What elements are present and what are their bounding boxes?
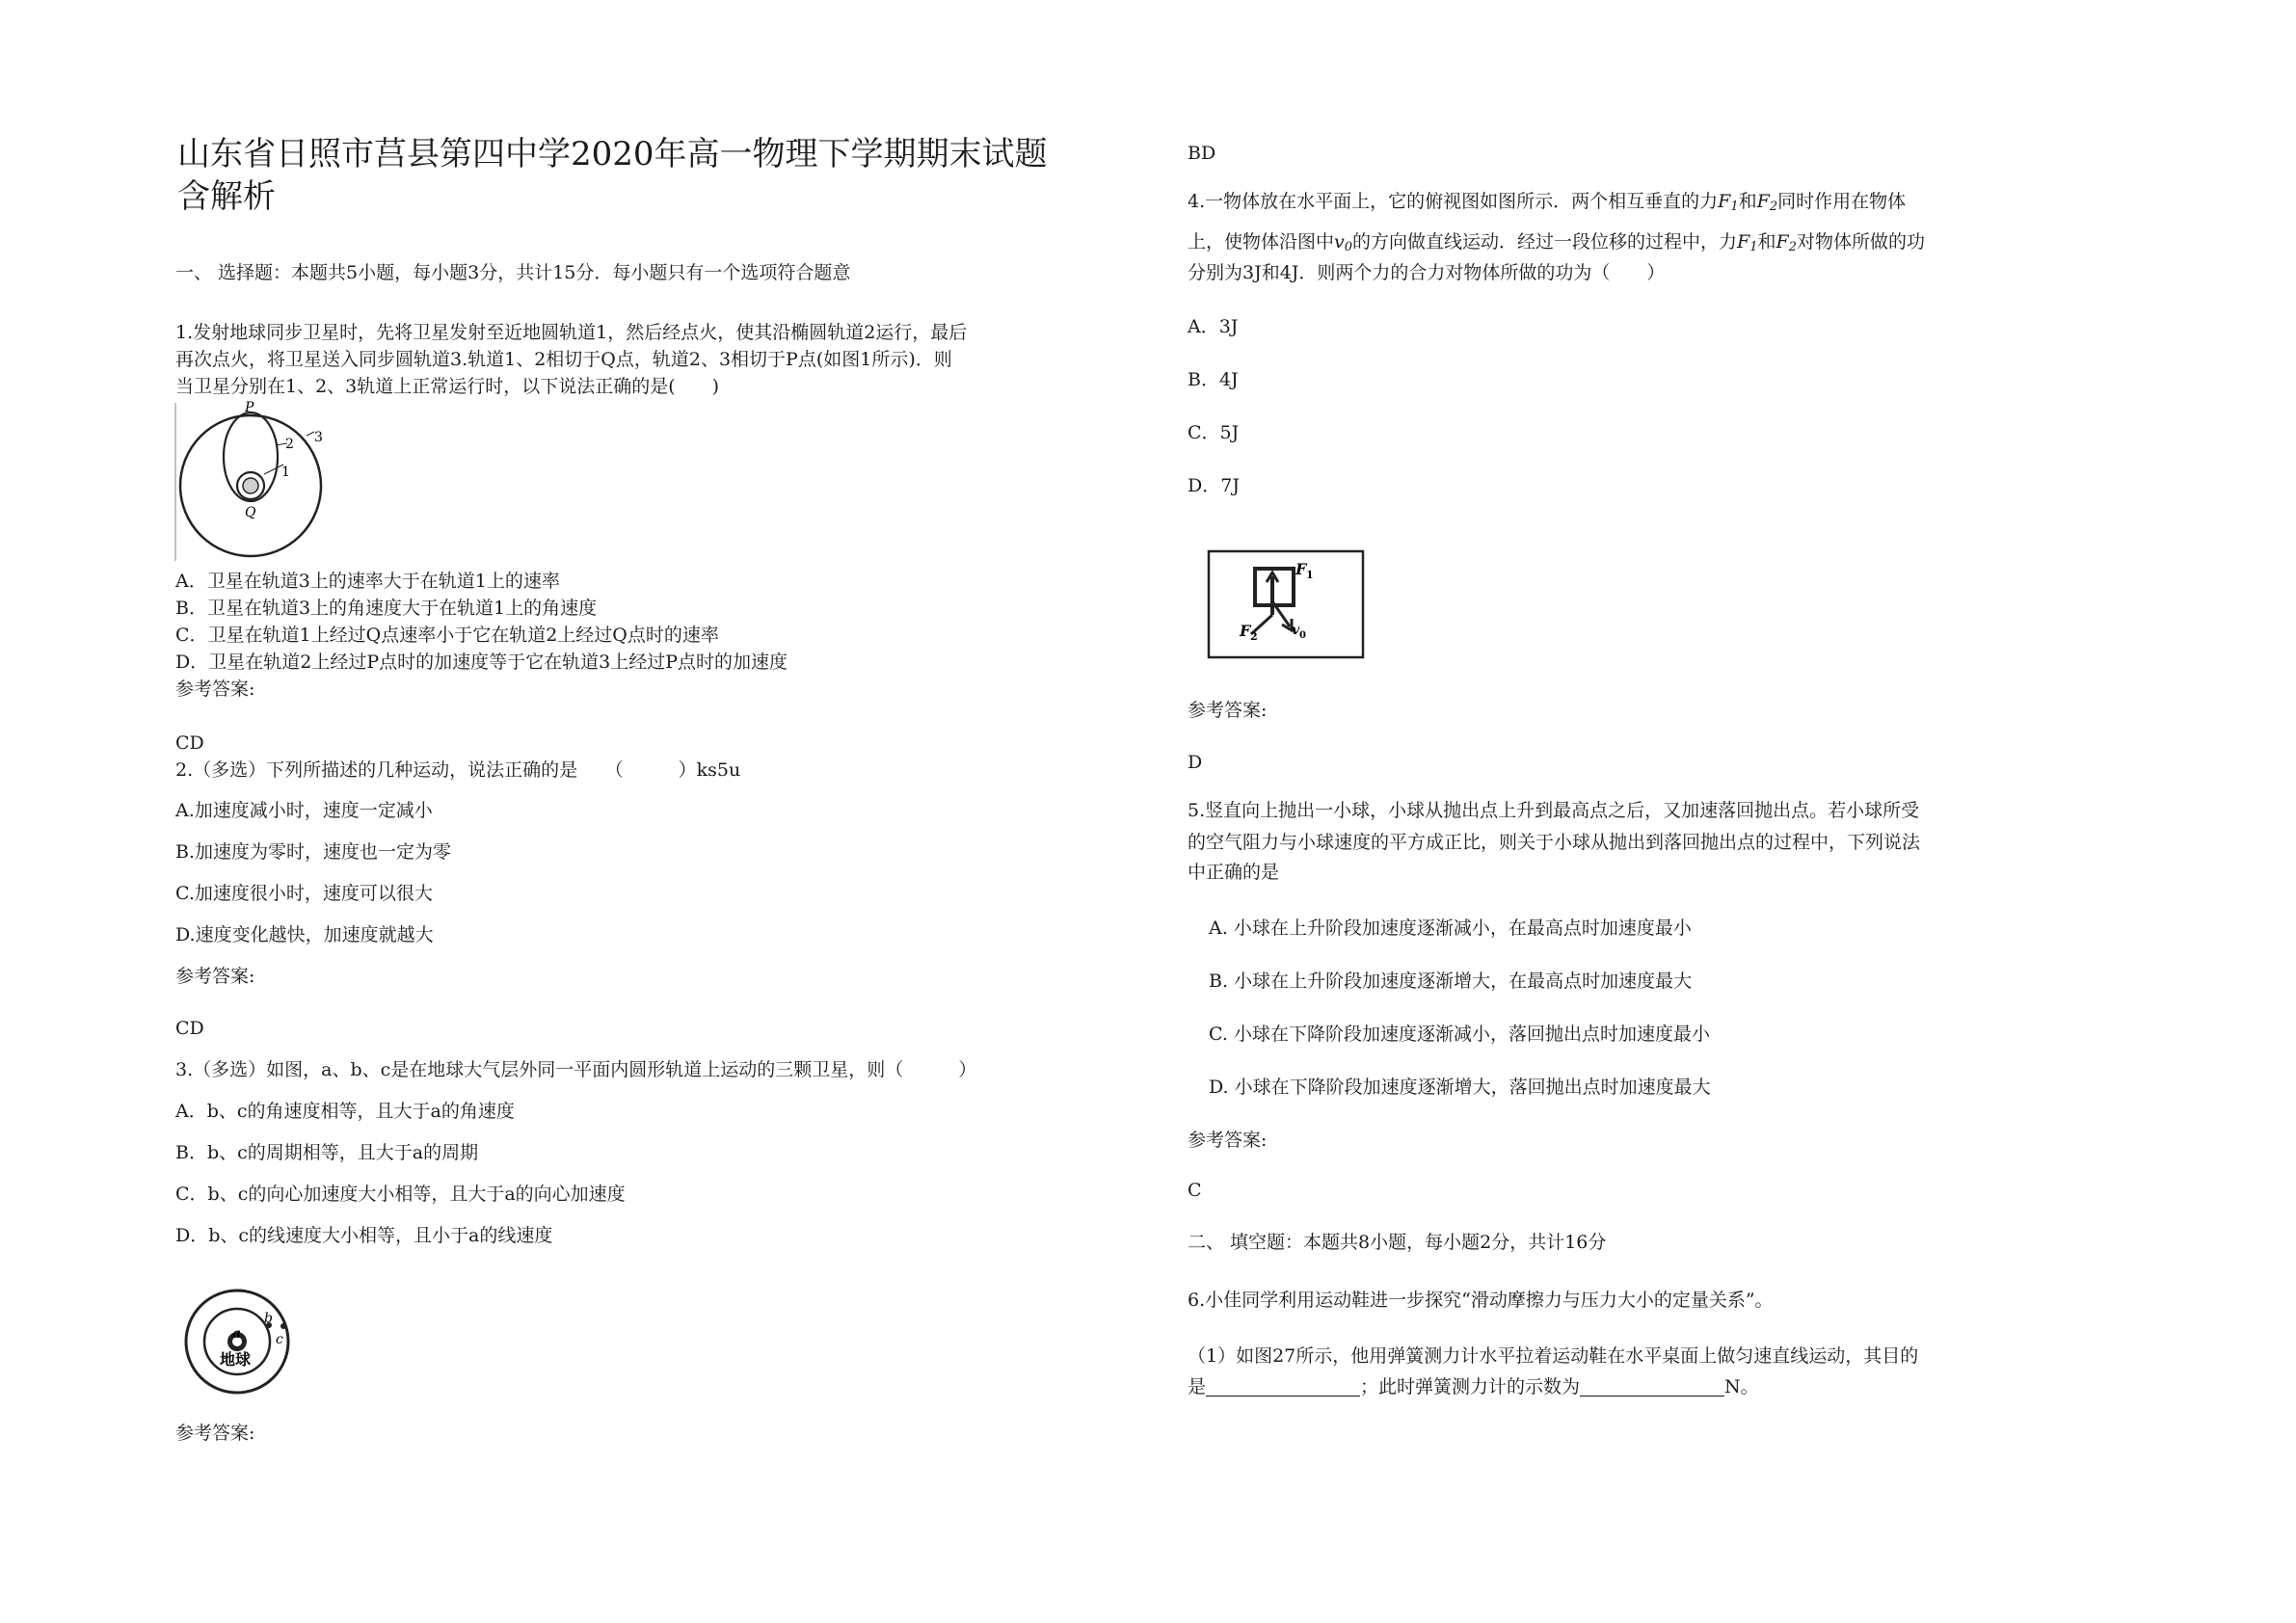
q4-answer-label: 参考答案: <box>1188 700 1268 721</box>
q6-part1-line2-text-b: ；此时弹簧测力计的示数为 <box>1360 1376 1581 1397</box>
earth-disc <box>243 478 258 493</box>
label-v0: v <box>1292 623 1300 638</box>
q2-option-b: B.加速度为零时，速度也一定为零 <box>175 841 452 863</box>
q2-option-d: D.速度变化越快，加速度就越大 <box>175 924 434 945</box>
q2-stem: 2.（多选）下列所描述的几种运动，说法正确的是 （ ）ks5u <box>175 759 741 781</box>
force-diagram-figure <box>1205 547 1369 663</box>
q4-stem-line1-part-b: 和 <box>1738 191 1757 212</box>
q4-stem-line1 <box>1188 189 1906 220</box>
satellite-orbit-figure <box>179 1280 305 1399</box>
q4-stem-line1-part-c: 同时作用在物体 <box>1777 191 1907 212</box>
q5-stem-line3: 中正确的是 <box>1188 862 1280 883</box>
q5-option-d <box>1209 1075 1711 1100</box>
q1-answer-label: 参考答案: <box>175 678 255 700</box>
q4-stem-line2-part-a: 上，使物体沿图中 <box>1188 231 1335 253</box>
answer-blank-reading[interactable] <box>1580 1376 1724 1397</box>
q1-answer: CD <box>175 732 204 754</box>
label-orbit-1: 1 <box>281 465 290 480</box>
v0-symbol: $v_0$ <box>1334 231 1353 254</box>
q1-option-a: A．卫星在轨道3上的速率大于在轨道1上的速率 <box>175 571 560 592</box>
q4-option-d: D．7J <box>1188 475 1240 496</box>
q4-stem-line2 <box>1188 229 1925 260</box>
q5-option-c-text: 小球在下降阶段加速度逐渐减小，落回抛出点时加速度最小 <box>1233 1024 1710 1045</box>
q1-stem-line2: 再次点火，将卫星送入同步圆轨道3.轨道1、2相切于Q点，轨道2、3相切于P点(如图1所示)．则 <box>175 349 952 370</box>
q4-option-b: B．4J <box>1188 369 1239 390</box>
q5-option-c-letter: C. <box>1209 1024 1228 1045</box>
page-title-line2: 含解析 <box>177 177 276 216</box>
label-f1: F <box>1295 560 1307 578</box>
q3-option-b: B．b、c的周期相等，且大于a的周期 <box>175 1142 479 1163</box>
q3-option-a: A．b、c的角速度相等，且大于a的角速度 <box>175 1101 515 1122</box>
q6-part1-line1: （1）如图27所示，他用弹簧测力计水平拉着运动鞋在水平桌面上做匀速直线运动，其目的 <box>1188 1345 1919 1367</box>
page-title-line1: 山东省日照市莒县第四中学2020年高一物理下学期期末试题 <box>177 135 1048 173</box>
label-b: b <box>264 1311 273 1326</box>
label-earth: 地球 <box>220 1350 252 1369</box>
q1-option-c: C．卫星在轨道1上经过Q点速率小于它在轨道2上经过Q点时的速率 <box>175 625 719 646</box>
f2-symbol: $F_2$ <box>1775 231 1797 254</box>
q3-answer-label: 参考答案: <box>175 1423 255 1444</box>
q5-answer: C <box>1188 1180 1202 1201</box>
q5-stem-line1: 5.竖直向上抛出一小球，小球从抛出点上升到最高点之后，又加速落回抛出点。若小球所受 <box>1188 800 1920 821</box>
q4-stem-line2-part-b: 的方向做直线运动．经过一段位移的过程中，力 <box>1352 231 1738 253</box>
q5-option-a-text: 小球在上升阶段加速度逐渐减小，在最高点时加速度最小 <box>1233 918 1692 939</box>
q5-option-a-letter: A. <box>1209 918 1228 939</box>
q3-option-d: D．b、c的线速度大小相等，且小于a的线速度 <box>175 1225 553 1246</box>
q1-stem-line1: 1.发射地球同步卫星时，先将卫星发射至近地圆轨道1，然后经点火，使其沿椭圆轨道2运行，最后 <box>175 322 968 343</box>
label-q: Q <box>245 505 256 520</box>
q4-stem-line3: 分别为3J和4J．则两个力的合力对物体所做的功为（ ） <box>1188 262 1666 283</box>
q1-option-b: B．卫星在轨道3上的角速度大于在轨道1上的角速度 <box>175 598 598 619</box>
q2-option-c: C.加速度很小时，速度可以很大 <box>175 883 433 904</box>
q2-answer: CD <box>175 1018 204 1039</box>
q4-option-a: A．3J <box>1188 316 1239 337</box>
f2-symbol: $F_2$ <box>1756 191 1778 214</box>
label-a: a <box>232 1326 242 1342</box>
f1-symbol: $F_1$ <box>1718 191 1739 214</box>
label-orbit-3: 3 <box>314 430 323 445</box>
section-heading-choice: 一、 选择题：本题共5小题，每小题3分，共计15分．每小题只有一个选项符合题意 <box>175 262 851 283</box>
q3-option-c: C．b、c的向心加速度大小相等，且大于a的向心加速度 <box>175 1184 626 1205</box>
q4-stem-line2-part-c: 和 <box>1757 231 1776 253</box>
q5-option-b <box>1209 969 1692 994</box>
q5-option-a <box>1209 916 1692 941</box>
q1-stem-line3: 当卫星分别在1、2、3轨道上正常运行时，以下说法正确的是( ) <box>175 376 720 397</box>
svg-text:2: 2 <box>1250 630 1258 643</box>
f1-symbol: $F_1$ <box>1737 231 1758 254</box>
section-heading-fill: 二、 填空题：本题共8小题，每小题2分，共计16分 <box>1188 1232 1607 1253</box>
q5-answer-label: 参考答案: <box>1188 1130 1268 1151</box>
q4-answer: D <box>1188 752 1203 773</box>
q6-part1-line2 <box>1188 1374 1759 1399</box>
q5-option-c <box>1209 1022 1710 1047</box>
q5-option-b-letter: B. <box>1209 971 1229 992</box>
q1-option-d: D．卫星在轨道2上经过P点时的加速度等于它在轨道3上经过P点时的加速度 <box>175 652 788 673</box>
label-orbit-2: 2 <box>285 437 294 452</box>
q5-stem-line2: 的空气阻力与小球速度的平方成正比，则关于小球从抛出到落回抛出点的过程中，下列说法 <box>1188 832 1921 853</box>
q5-option-b-text: 小球在上升阶段加速度逐渐增大，在最高点时加速度最大 <box>1234 971 1693 992</box>
label-f2: F <box>1240 622 1251 640</box>
q2-answer-label: 参考答案: <box>175 966 255 987</box>
label-p: P <box>245 401 254 415</box>
q4-stem-line1-part-a: 4.一物体放在水平面上，它的俯视图如图所示．两个相互垂直的力 <box>1188 191 1719 212</box>
svg-text:0: 0 <box>1299 630 1306 641</box>
q5-option-d-text: 小球在下降阶段加速度逐渐增大，落回抛出点时加速度最大 <box>1234 1077 1711 1098</box>
q6-stem: 6.小佳同学利用运动鞋进一步探究“滑动摩擦力与压力大小的定量关系”。 <box>1188 1290 1774 1311</box>
q3-answer: BD <box>1188 143 1216 164</box>
q6-part1-line2-text-a: 是 <box>1188 1376 1207 1397</box>
q5-option-d-letter: D. <box>1209 1077 1229 1098</box>
label-c: c <box>276 1332 283 1347</box>
satellite-c-dot <box>280 1323 286 1329</box>
svg-text:1: 1 <box>1306 569 1314 581</box>
q6-part1-line2-text-c: N。 <box>1724 1376 1759 1397</box>
orbit-diagram-figure <box>174 401 328 563</box>
answer-blank-purpose[interactable] <box>1206 1376 1360 1397</box>
q2-option-a: A.加速度减小时，速度一定减小 <box>175 800 433 821</box>
q3-stem: 3.（多选）如图，a、b、c是在地球大气层外同一平面内圆形轨道上运动的三颗卫星，则（ ） <box>175 1059 977 1080</box>
q4-option-c: C．5J <box>1188 422 1240 443</box>
q4-stem-line2-part-d: 对物体所做的功 <box>1797 231 1926 253</box>
